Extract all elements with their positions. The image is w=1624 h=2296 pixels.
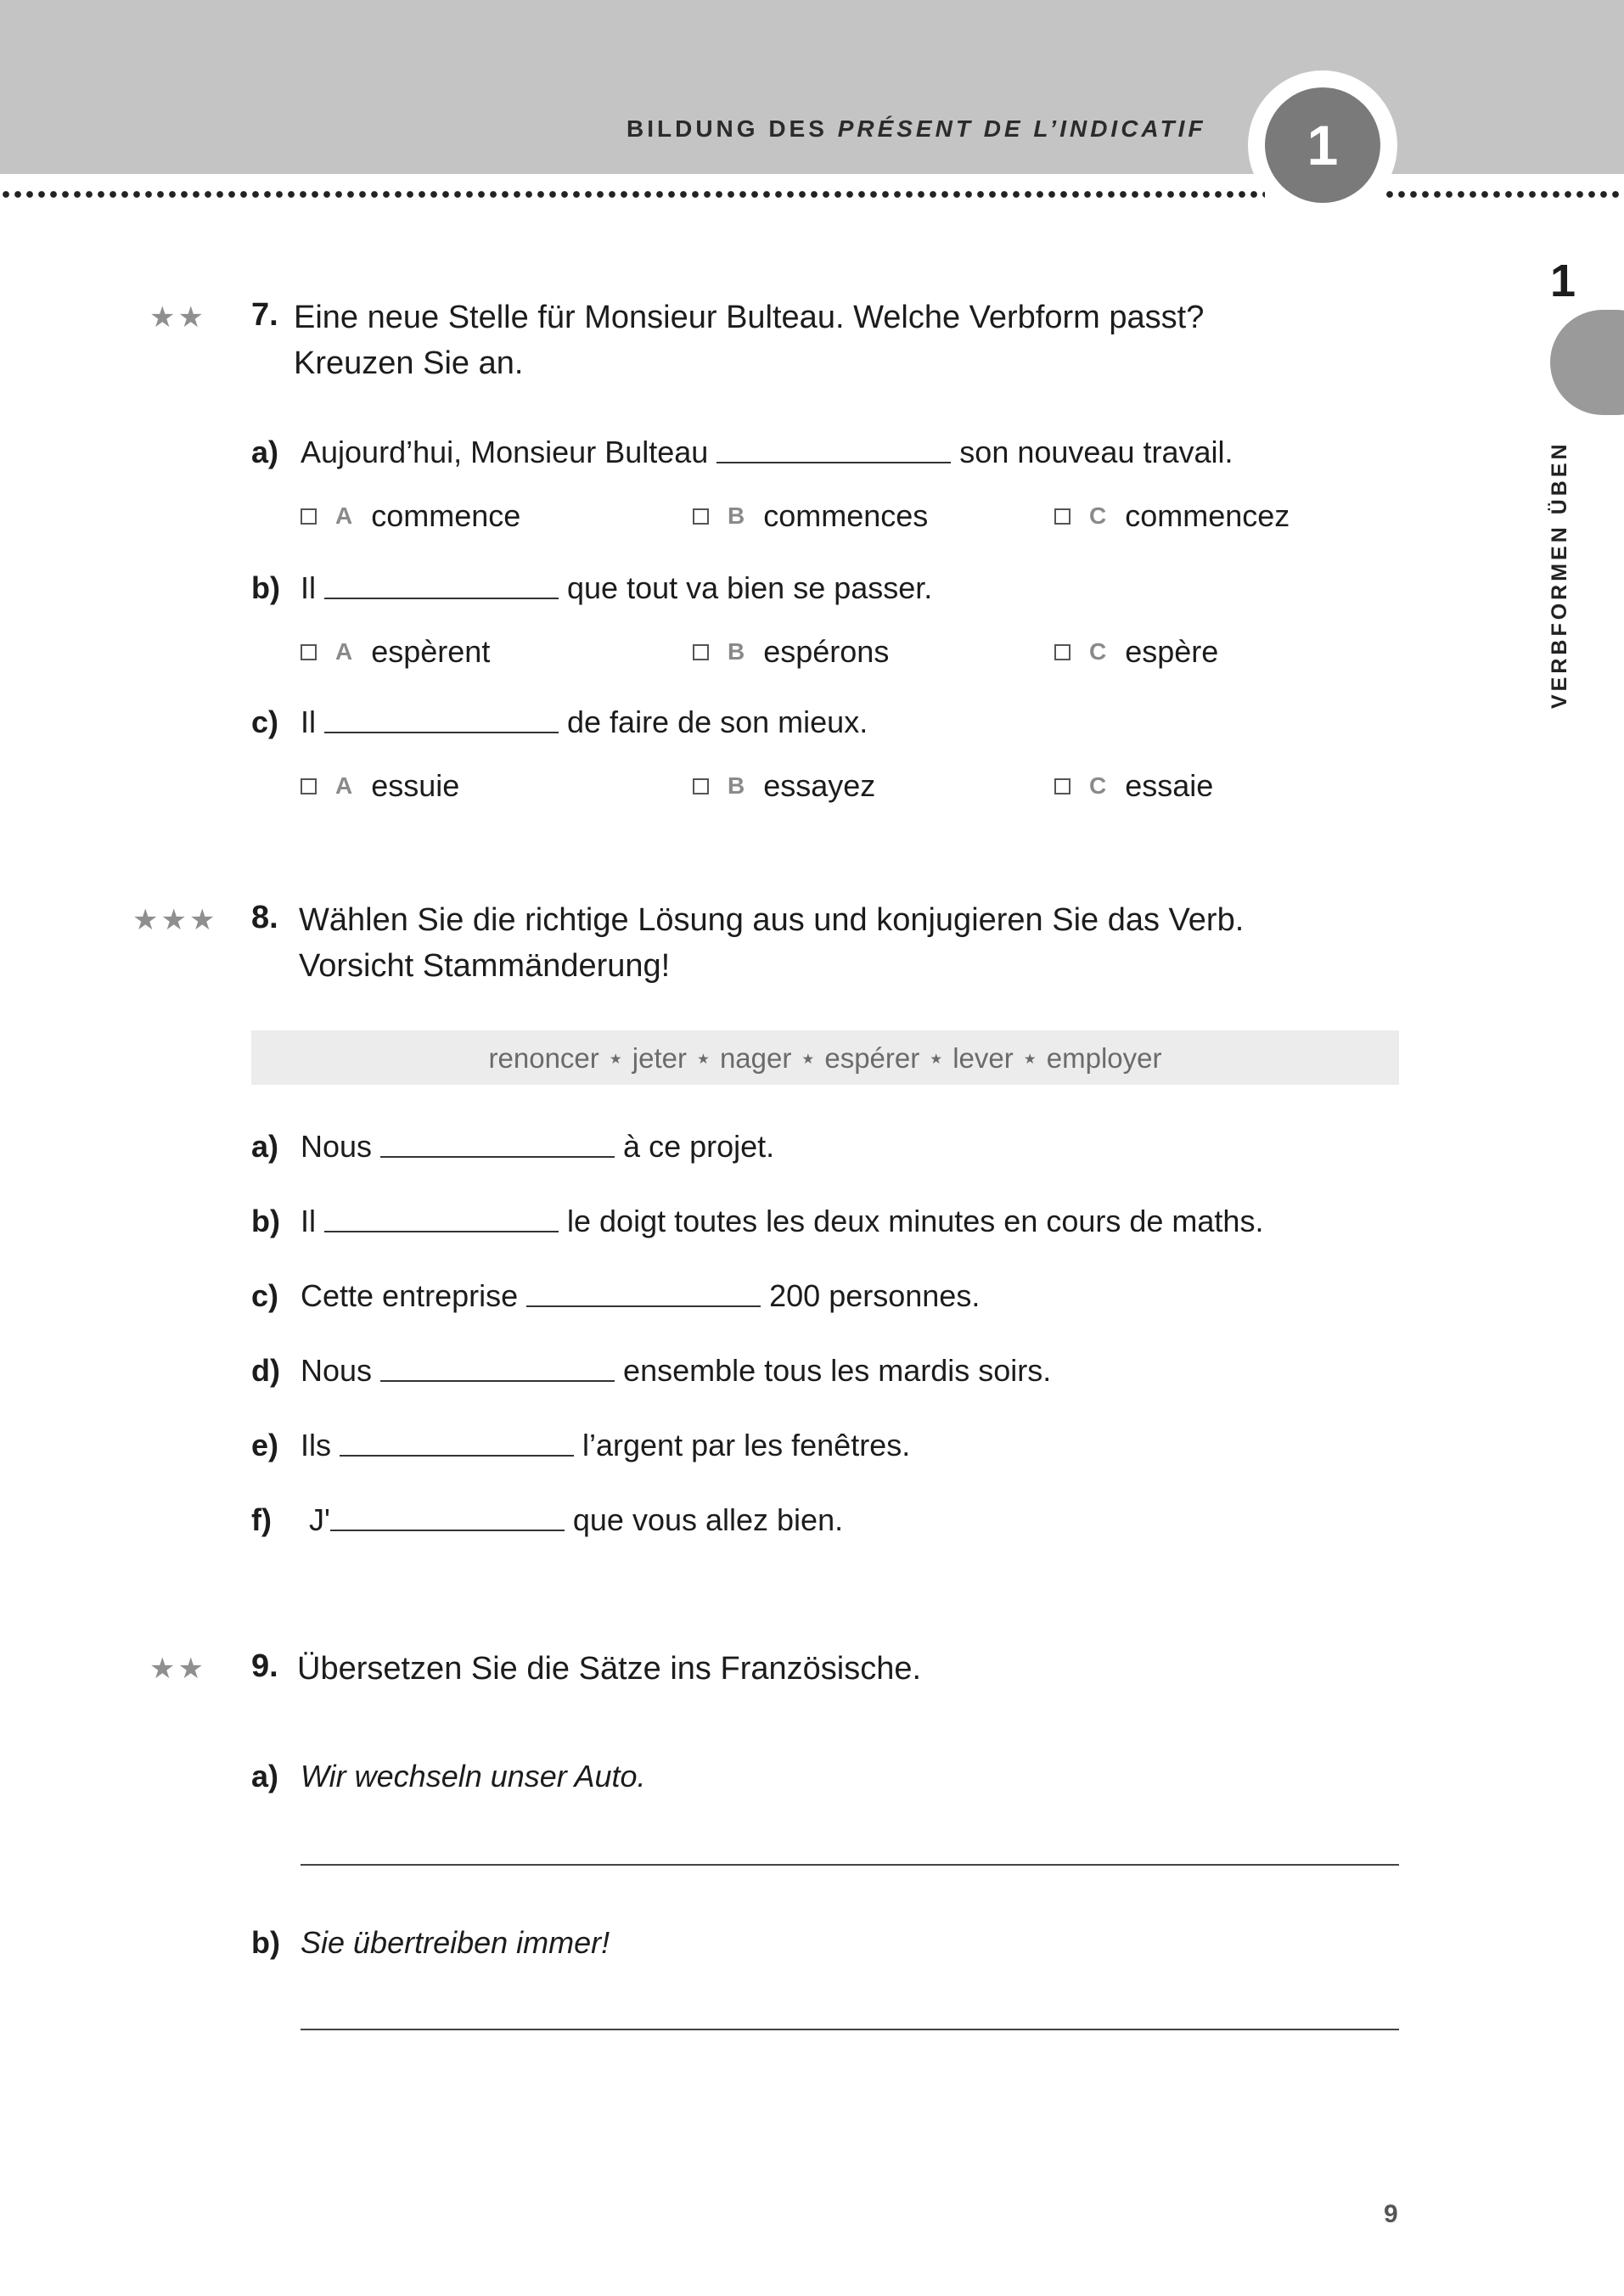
checkbox[interactable] xyxy=(1054,778,1070,794)
sentence-after: son nouveau travail. xyxy=(959,435,1233,469)
page-number: 9 xyxy=(1384,2200,1398,2228)
fill-in-blank[interactable] xyxy=(324,732,559,733)
answer-option[interactable] xyxy=(1054,497,1290,535)
option-letter: C xyxy=(1089,638,1107,665)
checkbox[interactable] xyxy=(301,778,317,794)
answer-option[interactable] xyxy=(693,633,889,671)
item-label: d) xyxy=(251,1353,280,1388)
gap-sentence xyxy=(301,1202,1263,1239)
item-label: c) xyxy=(251,1278,279,1313)
answer-option[interactable] xyxy=(301,497,520,535)
gap-sentence xyxy=(301,1351,1051,1389)
translate-sentence: Sie übertreiben immer! xyxy=(301,1925,610,1960)
item-label: b) xyxy=(251,1925,280,1960)
checkbox[interactable] xyxy=(693,778,709,794)
sentence-after: que vous allez bien. xyxy=(572,1502,844,1537)
running-header xyxy=(627,115,1206,143)
task-instruction xyxy=(294,295,1482,386)
checkbox[interactable] xyxy=(301,508,317,525)
sentence-before: Nous xyxy=(301,1353,373,1388)
answer-line[interactable] xyxy=(301,2029,1399,2030)
sentence-after: de faire de son mieux. xyxy=(567,705,868,739)
running-header-italic: PRÉSENT DE L’INDICATIF xyxy=(837,115,1206,142)
answer-option[interactable] xyxy=(301,633,490,671)
task-instruction xyxy=(299,897,1487,989)
fill-in-blank[interactable] xyxy=(716,462,951,463)
fill-in-blank[interactable] xyxy=(380,1156,615,1158)
sentence-before: Il xyxy=(301,570,316,605)
checkbox[interactable] xyxy=(1054,644,1070,660)
task-number: 9. xyxy=(251,1648,278,1684)
checkbox[interactable] xyxy=(693,644,709,660)
item-label: a) xyxy=(251,435,279,469)
task-instruction-line: Kreuzen Sie an. xyxy=(294,345,524,381)
option-text: essuie xyxy=(371,768,460,803)
task-number: 8. xyxy=(251,900,278,935)
answer-options xyxy=(301,767,1404,805)
option-letter: A xyxy=(335,772,353,799)
sentence-after: que tout va bien se passer. xyxy=(567,570,933,605)
word-bank: renoncer ⋆ jeter ⋆ nager ⋆ espérer ⋆ lever ⋆ employer xyxy=(251,1030,1399,1085)
dotted-divider-right xyxy=(1384,190,1624,199)
gap-sentence xyxy=(301,1127,774,1165)
gap-sentence xyxy=(301,1426,910,1463)
task-instruction-line: Eine neue Stelle für Monsieur Bulteau. Welche Verbform passt? xyxy=(294,300,1205,335)
option-text: espèrent xyxy=(371,634,491,669)
sentence-before: Ils xyxy=(301,1428,331,1462)
side-section-label: VERBFORMEN ÜBEN xyxy=(1548,441,1571,709)
option-text: essaie xyxy=(1125,768,1214,803)
answer-option[interactable] xyxy=(1054,767,1213,805)
side-tab-marker xyxy=(1550,310,1624,415)
answer-option[interactable] xyxy=(693,497,928,535)
option-letter: A xyxy=(335,502,353,529)
item-label: a) xyxy=(251,1759,279,1794)
task-number: 7. xyxy=(251,297,278,333)
option-text: commences xyxy=(763,498,929,533)
fill-in-blank[interactable] xyxy=(324,598,559,599)
dotted-divider-left xyxy=(0,190,1265,199)
sentence-after: le doigt toutes les deux minutes en cours de maths. xyxy=(567,1204,1264,1238)
difficulty-stars: ★★ xyxy=(149,1653,206,1685)
fill-in-blank[interactable] xyxy=(330,1530,565,1531)
answer-option[interactable] xyxy=(693,767,875,805)
option-text: commencez xyxy=(1125,498,1290,533)
translate-sentence: Wir wechseln unser Auto. xyxy=(301,1759,646,1794)
fill-in-blank[interactable] xyxy=(324,1231,559,1232)
difficulty-stars: ★★★ xyxy=(132,904,218,936)
gap-sentence xyxy=(309,1501,843,1538)
checkbox[interactable] xyxy=(1054,508,1070,525)
option-letter: B xyxy=(728,638,745,665)
gap-sentence xyxy=(301,433,1233,470)
sentence-before: J' xyxy=(309,1502,330,1537)
fill-in-blank[interactable] xyxy=(340,1455,574,1457)
item-label: e) xyxy=(251,1428,279,1462)
difficulty-stars: ★★ xyxy=(149,301,206,334)
item-label: a) xyxy=(251,1129,279,1164)
option-text: espérons xyxy=(763,634,890,669)
option-letter: C xyxy=(1089,502,1107,529)
option-letter: B xyxy=(728,502,745,529)
sentence-before: Il xyxy=(301,1204,316,1238)
sentence-after: l’argent par les fenêtres. xyxy=(582,1428,911,1462)
answer-option[interactable] xyxy=(301,767,459,805)
answer-options xyxy=(301,497,1404,535)
option-text: espère xyxy=(1125,634,1219,669)
item-label: b) xyxy=(251,570,280,605)
sentence-after: ensemble tous les mardis soirs. xyxy=(623,1353,1052,1388)
option-letter: A xyxy=(335,638,353,665)
answer-options xyxy=(301,633,1404,671)
gap-sentence xyxy=(301,1277,980,1314)
sentence-before: Cette entreprise xyxy=(301,1278,519,1313)
sentence-before: Aujourd’hui, Monsieur Bulteau xyxy=(301,435,709,469)
option-letter: B xyxy=(728,772,745,799)
sentence-before: Nous xyxy=(301,1129,373,1164)
sentence-before: Il xyxy=(301,705,316,739)
gap-sentence xyxy=(301,569,932,606)
sentence-after: 200 personnes. xyxy=(769,1278,981,1313)
task-instruction-line: Wählen Sie die richtige Lösung aus und konjugieren Sie das Verb. xyxy=(299,902,1245,938)
task-instruction-line: Vorsicht Stammänderung! xyxy=(299,948,671,984)
option-text: essayez xyxy=(763,768,876,803)
checkbox[interactable] xyxy=(301,644,317,660)
checkbox[interactable] xyxy=(693,508,709,525)
item-label: f) xyxy=(251,1502,272,1537)
item-label: b) xyxy=(251,1204,280,1238)
gap-sentence xyxy=(301,703,868,740)
sentence-after: à ce projet. xyxy=(623,1129,775,1164)
running-header-text: BILDUNG DES xyxy=(627,115,828,142)
answer-option[interactable] xyxy=(1054,633,1218,671)
fill-in-blank[interactable] xyxy=(380,1380,615,1382)
item-label: c) xyxy=(251,705,279,739)
chapter-badge: 1 xyxy=(1265,87,1380,203)
option-text: commence xyxy=(371,498,521,533)
side-chapter-number: 1 xyxy=(1550,255,1576,306)
answer-line[interactable] xyxy=(301,1864,1399,1866)
task-instruction: Übersetzen Sie die Sätze ins Französische. xyxy=(297,1651,922,1687)
option-letter: C xyxy=(1089,772,1107,799)
fill-in-blank[interactable] xyxy=(526,1305,761,1307)
